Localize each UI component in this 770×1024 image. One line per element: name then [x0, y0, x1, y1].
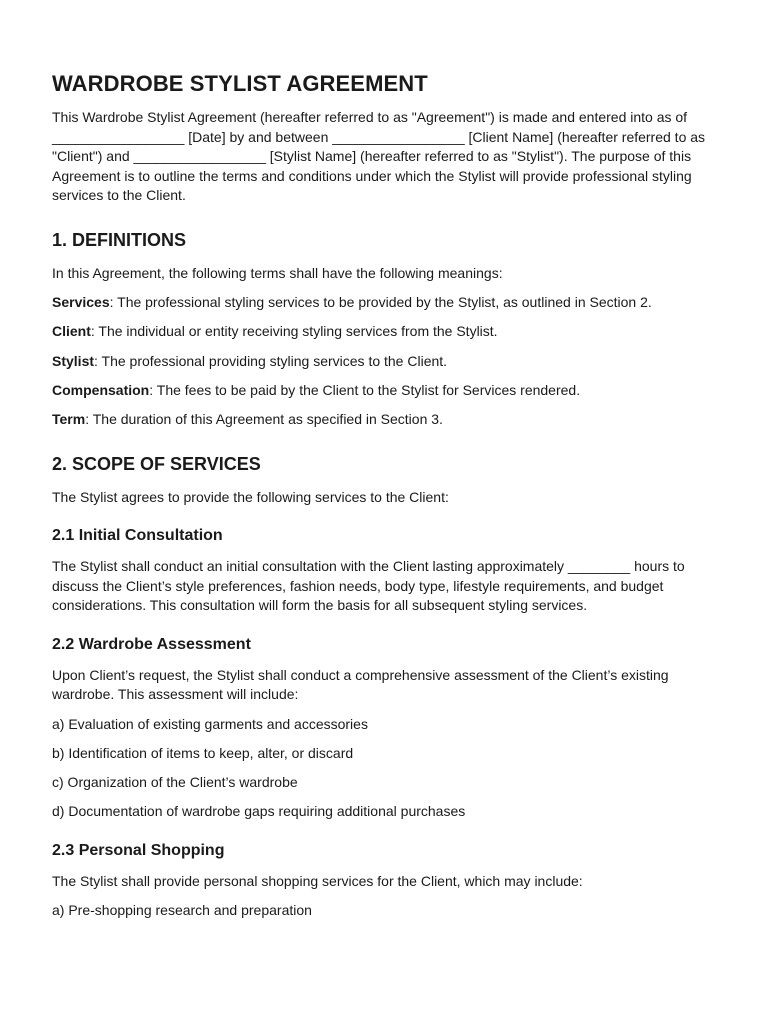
assessment-heading: 2.2 Wardrobe Assessment — [52, 635, 251, 653]
list-item: a) Evaluation of existing garments and accessories — [52, 715, 368, 732]
definition-client — [52, 322, 730, 342]
assessment-paragraph: Upon Client’s request, the Stylist shall conduct a comprehensive assessment of the Client’s existing wardrobe. This assessment will include: — [52, 666, 669, 703]
definitions-heading: 1. DEFINITIONS — [52, 229, 187, 250]
definition-term-item — [52, 410, 730, 430]
intro-paragraph: This Wardrobe Stylist Agreement (hereafter referred to as "Agreement") is made and entered into as of _________________ [Date] by and between _________________ [Client Name] (hereafter referred to as "Client") and _________________ [Stylist Name] (hereafter referred to as "Stylist"). The purpose of this Agreement is to outline the terms and conditions under which the Stylist will provide professional styling services to the Client. — [52, 109, 706, 204]
document-title: WARDROBE STYLIST AGREEMENT — [52, 71, 428, 96]
definition-term: Services — [52, 294, 110, 311]
definition-compensation — [52, 381, 730, 401]
definition-term: Client — [52, 323, 91, 340]
definition-stylist — [52, 352, 730, 372]
list-item: a) Pre-shopping research and preparation — [52, 902, 312, 918]
definitions-lead: In this Agreement, the following terms shall have the following meanings: — [52, 264, 503, 281]
consultation-heading: 2.1 Initial Consultation — [52, 527, 223, 545]
consultation-paragraph: The Stylist shall conduct an initial consultation with the Client lasting approximately ________ hours to discuss the Client’s style preferences, fashion needs, body type, lifestyle requirements, and budget considerations. This consultation will form the basis for all subsequent styling services. — [52, 558, 685, 614]
scope-heading: 2. SCOPE OF SERVICES — [52, 453, 261, 474]
definition-services — [52, 293, 730, 313]
definition-text: : The individual or entity receiving styling services from the Stylist. — [90, 323, 498, 340]
definition-term: Compensation — [52, 381, 150, 398]
scope-lead: The Stylist agrees to provide the following services to the Client: — [52, 488, 449, 505]
definition-term: Term — [52, 410, 86, 427]
list-item: d) Documentation of wardrobe gaps requiring additional purchases — [52, 803, 466, 820]
shopping-paragraph: The Stylist shall provide personal shopping services for the Client, which may include: — [52, 872, 583, 889]
definition-text: : The fees to be paid by the Client to the Stylist for Services rendered. — [149, 381, 581, 398]
definition-term: Stylist — [52, 352, 95, 369]
definition-text: : The professional styling services to be provided by the Stylist, as outlined in Section 2. — [109, 294, 652, 311]
definition-text: : The professional providing styling services to the Client. — [94, 352, 448, 369]
list-item: c) Organization of the Client’s wardrobe — [52, 774, 298, 791]
shopping-heading: 2.3 Personal Shopping — [52, 841, 225, 859]
definition-text: : The duration of this Agreement as specified in Section 3. — [85, 410, 443, 427]
list-item: b) Identification of items to keep, alter, or discard — [52, 744, 354, 761]
